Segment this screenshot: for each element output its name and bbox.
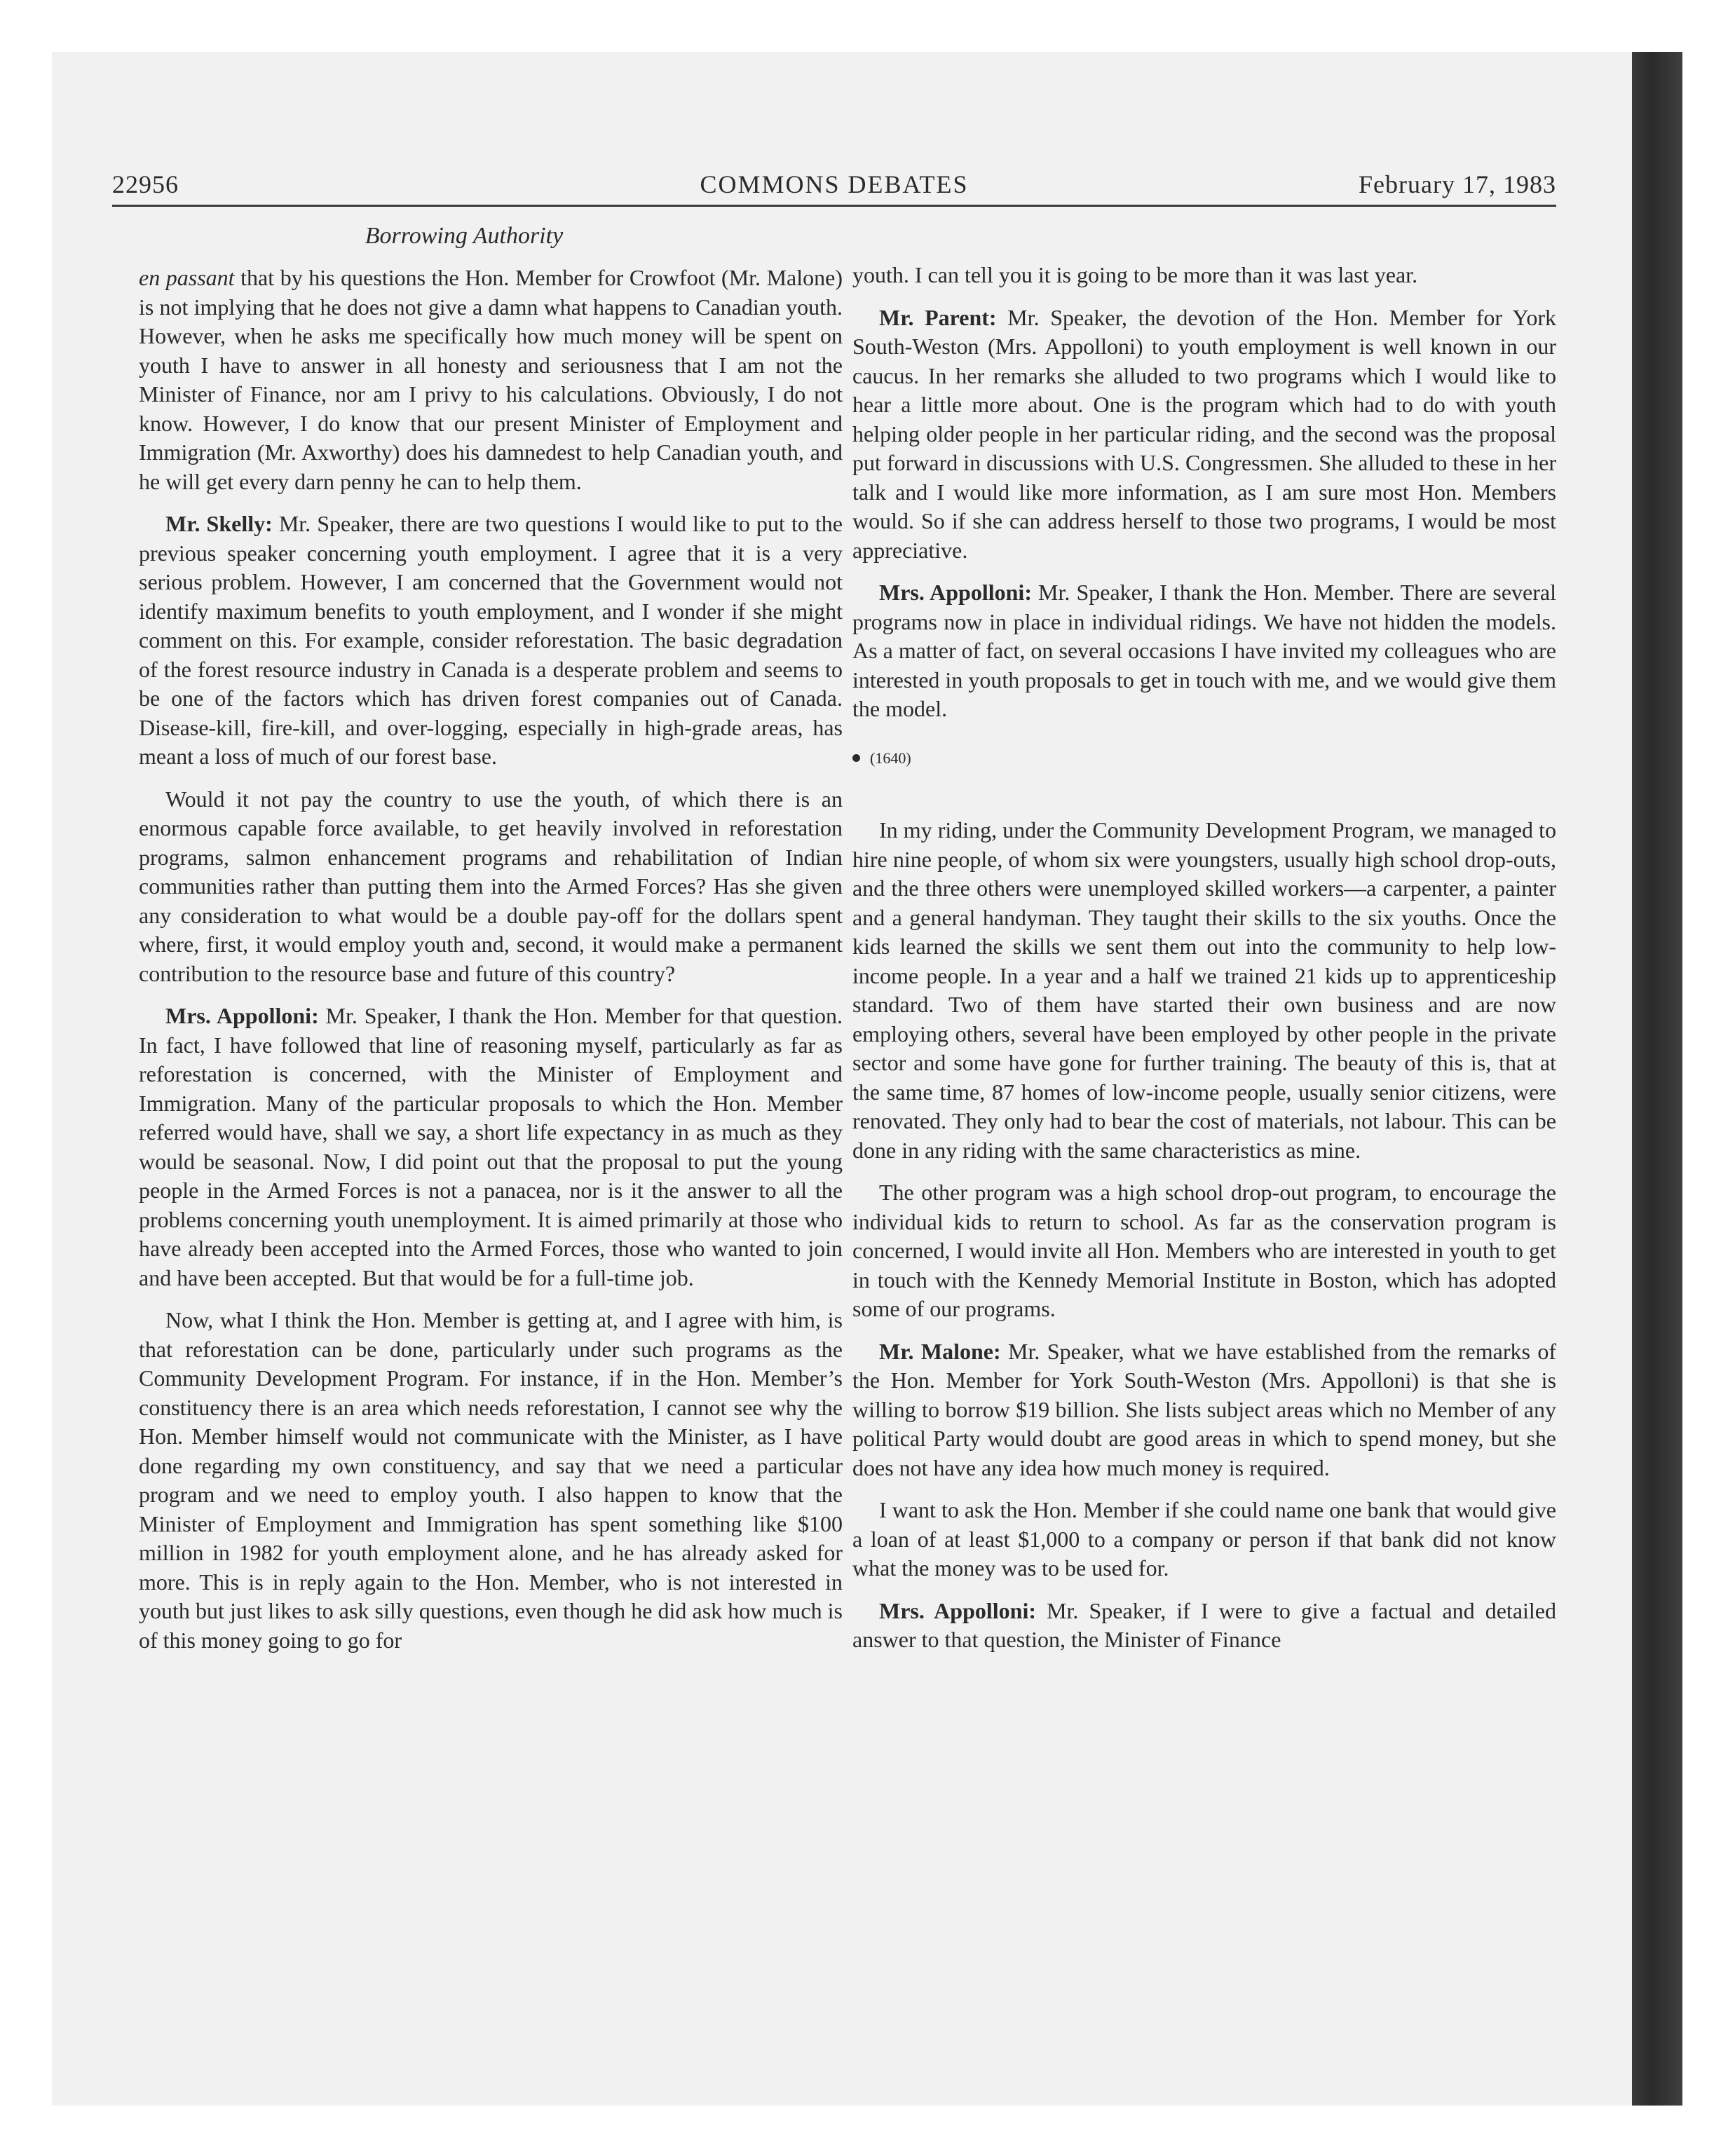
page-header <box>112 165 1556 207</box>
paragraph <box>852 303 1556 566</box>
section-title: Borrowing Authority <box>365 223 564 249</box>
paragraph-text: Mr. Speaker, what we have established from the remarks of the Hon. Member for York South-Weston (Mrs. Appolloni) is that she is willing to borrow $19 billion. She lists subject areas which no Member of any political Party would doubt are good areas in which to spend money, but she does not have any idea how much money is required. <box>852 1338 1557 1480</box>
paragraph-text: Mr. Speaker, I thank the Hon. Member. There are several programs now in place in individual ridings. We have not hidden the models. As a matter of fact, on several occasions I have invited my colleagues who are interested in youth proposals to get in touch with me, and we would give them the model. <box>852 580 1557 721</box>
paragraph <box>139 1002 843 1292</box>
publication-date: February 17, 1983 <box>1359 170 1556 198</box>
right-column <box>852 261 1556 1668</box>
paragraph-text: In my riding, under the Community Development Program, we managed to hire nine people, of whom six were youngsters, usually high school drop-outs, and the three others were unemployed skilled workers—a carpenter, a painter and a general handyman. They taught their skills to the six youths. Once the kids learned the skills we sent them out into the community to help low-income people. In a year and a half we trained 21 kids up to apprenticeship standard. Two of them have started their own business and are now employing others, several have been employed by other people in the private sector and some have gone for further training. The beauty of this is, that at the same time, 87 homes of low-income people, usually senior citizens, were renovated. They only had to bear the cost of materials, not labour. This can be done in any riding with the same characteristics as mine. <box>852 817 1556 1163</box>
paragraph-text: Now, what I think the Hon. Member is getting at, and I agree with him, is that reforestation can be done, particularly under such programs as the Community Development Program. For instance, if in the Hon. Member’s constituency there is an area which needs reforestation, I cannot see why the Hon. Member himself would not communicate with the Minister, as I have done regarding my own constituency, and say that we need a particular program and we need to employ youth. I also happen to know that the Minister of Employment and Immigration has spent something like $100 million in 1982 for youth employment alone, and he has already asked for more. This is in reply again to the Hon. Member, who is not interested in youth but just likes to ask silly questions, even though he did ask how much is of this money going to go for <box>139 1307 843 1653</box>
paragraph-text: Would it not pay the country to use the youth, of which there is an enormous capable force available, to get heavily involved in reforestation programs, salmon enhancement programs and rehabilitation of Indian communities rather than putting them into the Armed Forces? Has she given any consideration to what would be a double pay-off for the dollars spent where, first, it would employ youth and, second, it would make a permanent contribution to the resource base and future of this country? <box>139 786 843 986</box>
paragraph <box>852 816 1556 1165</box>
paragraph <box>852 1496 1556 1583</box>
paragraph-text: Mr. Speaker, I thank the Hon. Member for that question. In fact, I have followed that line of reasoning myself, particularly as far as reforestation is concerned, with the Minister of Employment and Immigration. Many of the particular proposals to which the Hon. Member referred would have, shall we say, a short life expectancy in as much as they would be seasonal. Now, I did point out that the proposal to put the young people in the Armed Forces is not a panacea, nor is it the answer to all the problems concerning youth unemployment. It is aimed primarily at those who have already been accepted into the Armed Forces, those who wanted to join and have been accepted. But that would be for a full-time job. <box>139 1003 843 1290</box>
paragraph <box>852 578 1556 724</box>
speaker-name: Mr. Malone: <box>879 1338 1001 1364</box>
paragraph-text: youth. I can tell you it is going to be more than it was last year. <box>852 262 1418 287</box>
paragraph <box>139 1306 843 1655</box>
paragraph-text: The other program was a high school drop-out program, to encourage the individual kids to return to school. As far as the conservation program is concerned, I would invite all Hon. Members who are interested in youth to get in touch with the Kennedy Memorial Institute in Boston, which has adopted some of our programs. <box>852 1180 1556 1321</box>
page-number: 22956 <box>112 170 179 198</box>
scan-edge <box>1632 52 1682 2106</box>
time-marker <box>852 744 1556 773</box>
paragraph <box>139 510 843 772</box>
paragraph-text: I want to ask the Hon. Member if she could name one bank that would give a loan of at least $1,000 to a company or person if that bank did not know what the money was to be used for. <box>852 1497 1556 1581</box>
speaker-name: Mrs. Appolloni: <box>879 1597 1036 1623</box>
paragraph <box>852 1178 1556 1324</box>
paragraph-text: that by his questions the Hon. Member for Crowfoot (Mr. Malone) is not implying that he does not give a damn what happens to Canadian youth. However, when he asks me specifically how much money will be spent on youth I have to answer in all honesty and seriousness that I am not the Minister of Finance, nor am I privy to his calculations. Obviously, I do not know. However, I do know that our present Minister of Employment and Immigration (Mr. Axworthy) does his damnedest to help Canadian youth, and he will get every darn penny he can to help them. <box>139 265 843 494</box>
paragraph <box>852 1337 1556 1483</box>
paragraph <box>852 261 1556 290</box>
bullet-icon <box>852 754 860 762</box>
speaker-name: Mr. Parent: <box>879 304 997 330</box>
speaker-name: Mrs. Appolloni: <box>879 580 1032 605</box>
lead-phrase: en passant <box>139 265 235 290</box>
speaker-name: Mr. Skelly: <box>165 511 273 536</box>
publication-title: COMMONS DEBATES <box>700 170 969 198</box>
speaker-name: Mrs. Appolloni: <box>165 1003 319 1028</box>
paragraph-text: Mr. Speaker, the devotion of the Hon. Member for York South-Weston (Mrs. Appolloni) to youth employment is well known in our caucus. In her remarks she alluded to two programs which I would like to hear a little more about. One is the program which had to do with youth helping older people in her particular riding, and the second was the proposal put forward in discussions with U.S. Congressmen. She alluded to these in her talk and I would like more information, as I am sure most Hon. Members would. So if she can address herself to those two programs, I would be most appreciative. <box>852 304 1557 563</box>
time-marker-text: (1640) <box>870 749 911 767</box>
paragraph <box>139 785 843 989</box>
paragraph-text: Mr. Speaker, if I were to give a factual and detailed answer to that question, the Minister of Finance <box>852 1597 1557 1652</box>
paragraph-text: Mr. Speaker, there are two questions I would like to put to the previous speaker concerning youth employment. I agree that it is a very serious problem. However, I am concerned that the Government would not identify maximum benefits to youth employment, and I wonder if she might comment on this. For example, consider reforestation. The basic degradation of the forest resource industry in Canada is a desperate problem and seems to be one of the factors which has driven forest companies out of Canada. Disease-kill, fire-kill, and over-logging, especially in high-grade areas, has meant a loss of much of our forest base. <box>139 511 843 769</box>
paragraph <box>852 1597 1556 1655</box>
paragraph <box>139 264 843 496</box>
left-column <box>139 264 843 1668</box>
